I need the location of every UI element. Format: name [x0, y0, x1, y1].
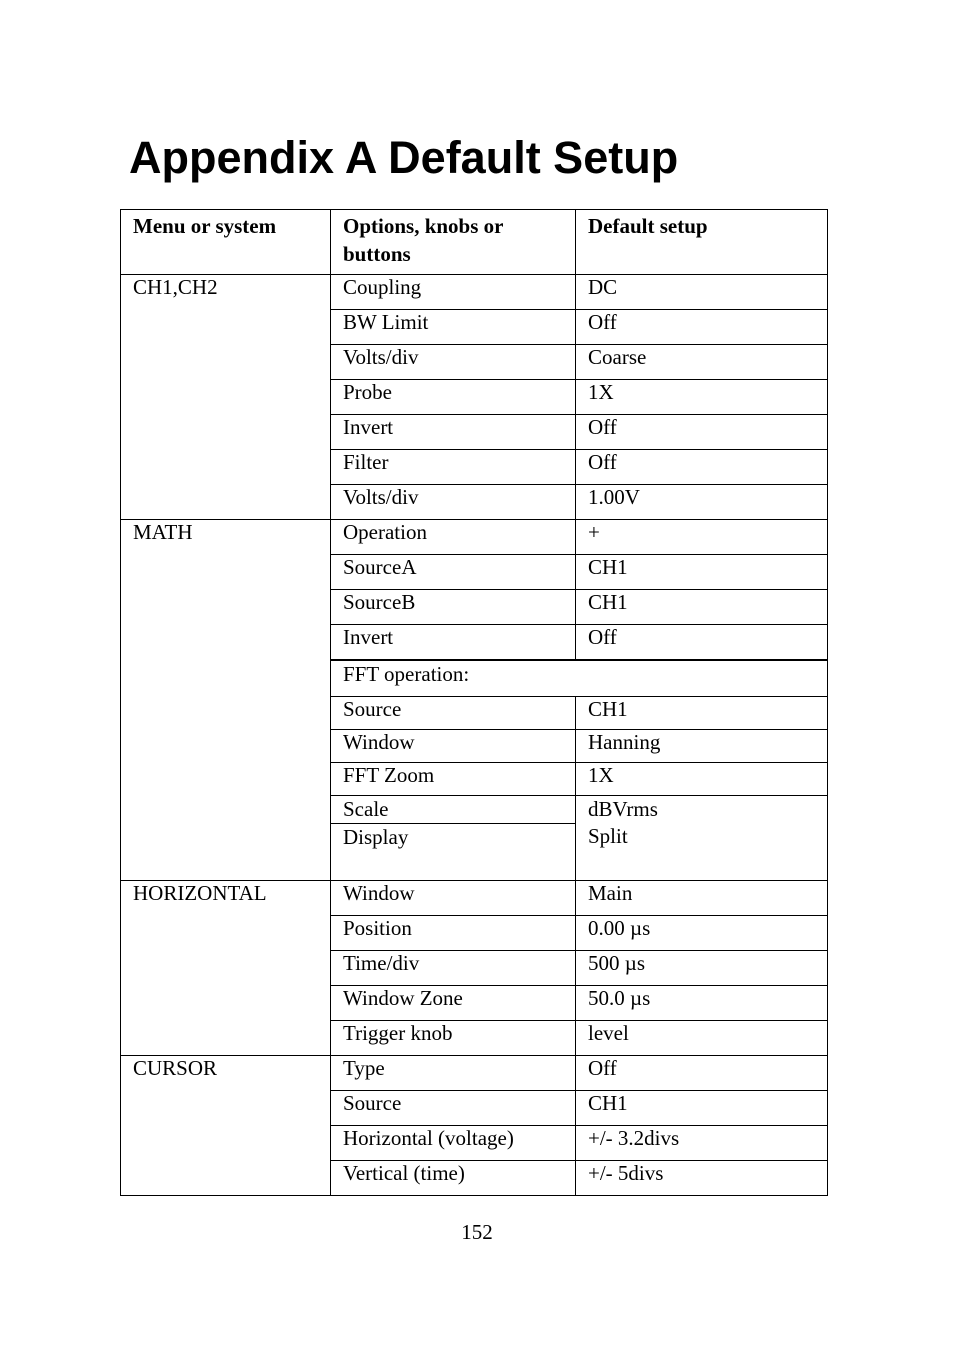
- table-row: [121, 881, 828, 916]
- default-cell: 1.00V: [576, 485, 828, 520]
- option-subcell: Display: [343, 825, 409, 849]
- option-cell: FFT Zoom: [331, 763, 576, 796]
- option-cell: Window: [331, 881, 576, 916]
- option-cell: SourceA: [331, 555, 576, 590]
- option-cell: SourceB: [331, 590, 576, 625]
- default-cell: Hanning: [576, 730, 828, 763]
- default-cell: CH1: [576, 1091, 828, 1126]
- default-cell: level: [576, 1021, 828, 1056]
- option-cell: [331, 796, 576, 881]
- page-title: Appendix A Default Setup: [129, 132, 679, 183]
- default-cell: Coarse: [576, 345, 828, 380]
- default-cell: Off: [576, 415, 828, 450]
- option-cell: Volts/div: [331, 485, 576, 520]
- menu-cell: MATH: [121, 520, 331, 881]
- default-cell: [576, 796, 828, 881]
- default-cell: Off: [576, 625, 828, 660]
- default-cell: 50.0 µs: [576, 986, 828, 1021]
- option-cell: Coupling: [331, 275, 576, 310]
- default-subvalue: Split: [588, 824, 628, 848]
- table-header-row: [121, 210, 828, 275]
- table-row: [121, 275, 828, 310]
- default-cell: Main: [576, 881, 828, 916]
- option-cell: BW Limit: [331, 310, 576, 345]
- default-cell: Off: [576, 1056, 828, 1091]
- header-menu-or-system: Menu or system: [121, 210, 331, 275]
- default-cell: Off: [576, 310, 828, 345]
- option-cell: Horizontal (voltage): [331, 1126, 576, 1161]
- default-cell: +: [576, 520, 828, 555]
- default-cell: Off: [576, 450, 828, 485]
- option-cell: Probe: [331, 380, 576, 415]
- option-cell: Time/div: [331, 951, 576, 986]
- default-cell: CH1: [576, 590, 828, 625]
- default-cell: DC: [576, 275, 828, 310]
- option-cell: Type: [331, 1056, 576, 1091]
- option-cell: Vertical (time): [331, 1161, 576, 1196]
- option-subcell: Scale: [331, 796, 575, 824]
- header-options: Options, knobs or buttons: [331, 210, 576, 275]
- option-cell: Source: [331, 697, 576, 730]
- option-cell: Window Zone: [331, 986, 576, 1021]
- default-cell: CH1: [576, 555, 828, 590]
- option-cell: Source: [331, 1091, 576, 1126]
- menu-cell: HORIZONTAL: [121, 881, 331, 1056]
- default-subvalue: dBVrms: [588, 797, 658, 821]
- menu-cell: CH1,CH2: [121, 275, 331, 520]
- default-cell: 1X: [576, 763, 828, 796]
- option-cell: Trigger knob: [331, 1021, 576, 1056]
- default-cell: +/- 5divs: [576, 1161, 828, 1196]
- page-number: 152: [461, 1220, 493, 1244]
- option-cell: Filter: [331, 450, 576, 485]
- default-cell: CH1: [576, 697, 828, 730]
- option-cell: Invert: [331, 625, 576, 660]
- menu-cell: CURSOR: [121, 1056, 331, 1196]
- table-body: [121, 275, 828, 1196]
- option-cell: Operation: [331, 520, 576, 555]
- default-cell: 500 µs: [576, 951, 828, 986]
- option-cell: Position: [331, 916, 576, 951]
- header-default-setup: Default setup: [576, 210, 828, 275]
- table-row: [121, 520, 828, 555]
- default-cell: 0.00 µs: [576, 916, 828, 951]
- default-setup-table: [120, 209, 828, 1196]
- option-cell: Volts/div: [331, 345, 576, 380]
- default-cell: 1X: [576, 380, 828, 415]
- option-cell: Invert: [331, 415, 576, 450]
- table-row: [121, 1056, 828, 1091]
- fft-operation-label: FFT operation:: [331, 660, 828, 697]
- option-cell: Window: [331, 730, 576, 763]
- default-cell: +/- 3.2divs: [576, 1126, 828, 1161]
